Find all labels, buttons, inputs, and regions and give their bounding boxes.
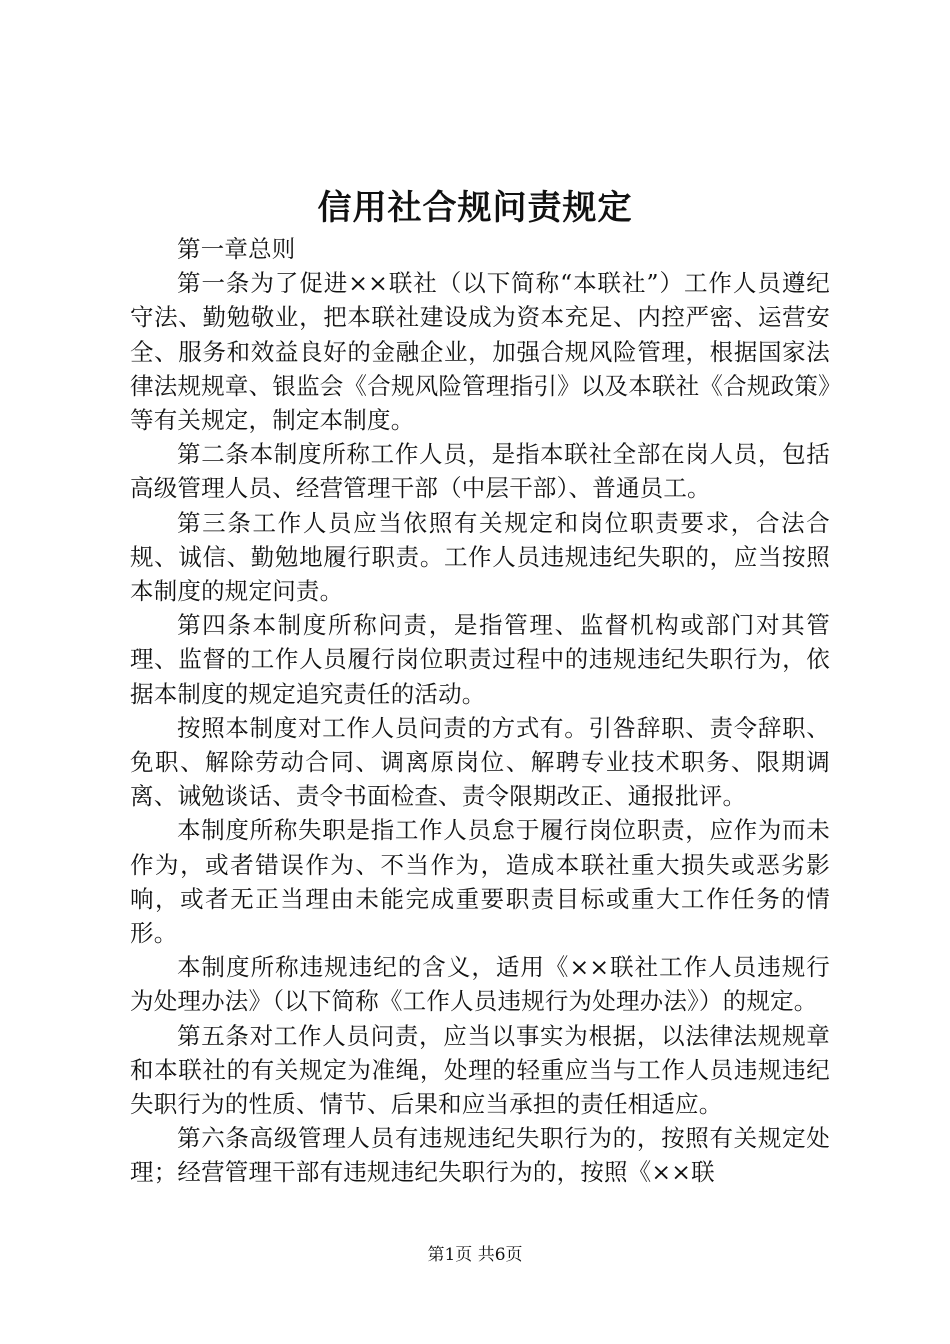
- accountability-methods-paragraph: 按照本制度对工作人员问责的方式有。引咎辞职、责令辞职、免职、解除劳动合同、调离原岗位、解聘专业技术职务、限期调离、诫勉谈话、责令书面检查、责令限期改正、通报批评。: [130, 713, 830, 811]
- article-1-paragraph: 第一条为了促进××联社（以下简称“本联社”）工作人员遵纪守法、勤勉敬业，把本联社建设成为资本充足、内控严密、运营安全、服务和效益良好的金融企业，加强合规风险管理，根据国家法律法规规章、银监会《合规风险管理指引》以及本联社《合规政策》等有关规定，制定本制度。: [130, 269, 830, 435]
- document-body: [130, 232, 830, 1190]
- article-4-paragraph: 第四条本制度所称问责，是指管理、监督机构或部门对其管理、监督的工作人员履行岗位职责过程中的违规违纪失职行为，依据本制度的规定追究责任的活动。: [130, 611, 830, 708]
- article-5-paragraph: 第五条对工作人员问责，应当以事实为根据，以法律法规规章和本联社的有关规定为准绳，处理的轻重应当与工作人员违规违纪失职行为的性质、情节、后果和应当承担的责任相适应。: [130, 1021, 830, 1119]
- dereliction-definition-paragraph: 本制度所称失职是指工作人员怠于履行岗位职责，应作为而未作为，或者错误作为、不当作为，造成本联社重大损失或恶劣影响，或者无正当理由未能完成重要职责目标或重大工作任务的情形。: [130, 816, 830, 948]
- article-6-paragraph: 第六条高级管理人员有违规违纪失职行为的，按照有关规定处理；经营管理干部有违规违纪失职行为的，按照《××联: [130, 1124, 830, 1187]
- page-number-footer: 第1页 共6页: [427, 1245, 523, 1265]
- chapter-heading: 第一章总则: [177, 235, 296, 263]
- violation-definition-paragraph: 本制度所称违规违纪的含义，适用《××联社工作人员违规行为处理办法》（以下简称《工作人员违规行为处理办法》）的规定。: [130, 953, 830, 1016]
- document-title: 信用社合规问责规定: [317, 188, 633, 228]
- article-2-paragraph: 第二条本制度所称工作人员，是指本联社全部在岗人员，包括高级管理人员、经营管理干部（中层干部）、普通员工。: [130, 440, 830, 503]
- article-3-paragraph: 第三条工作人员应当依照有关规定和岗位职责要求，合法合规、诚信、勤勉地履行职责。工作人员违规违纪失职的，应当按照本制度的规定问责。: [130, 508, 830, 606]
